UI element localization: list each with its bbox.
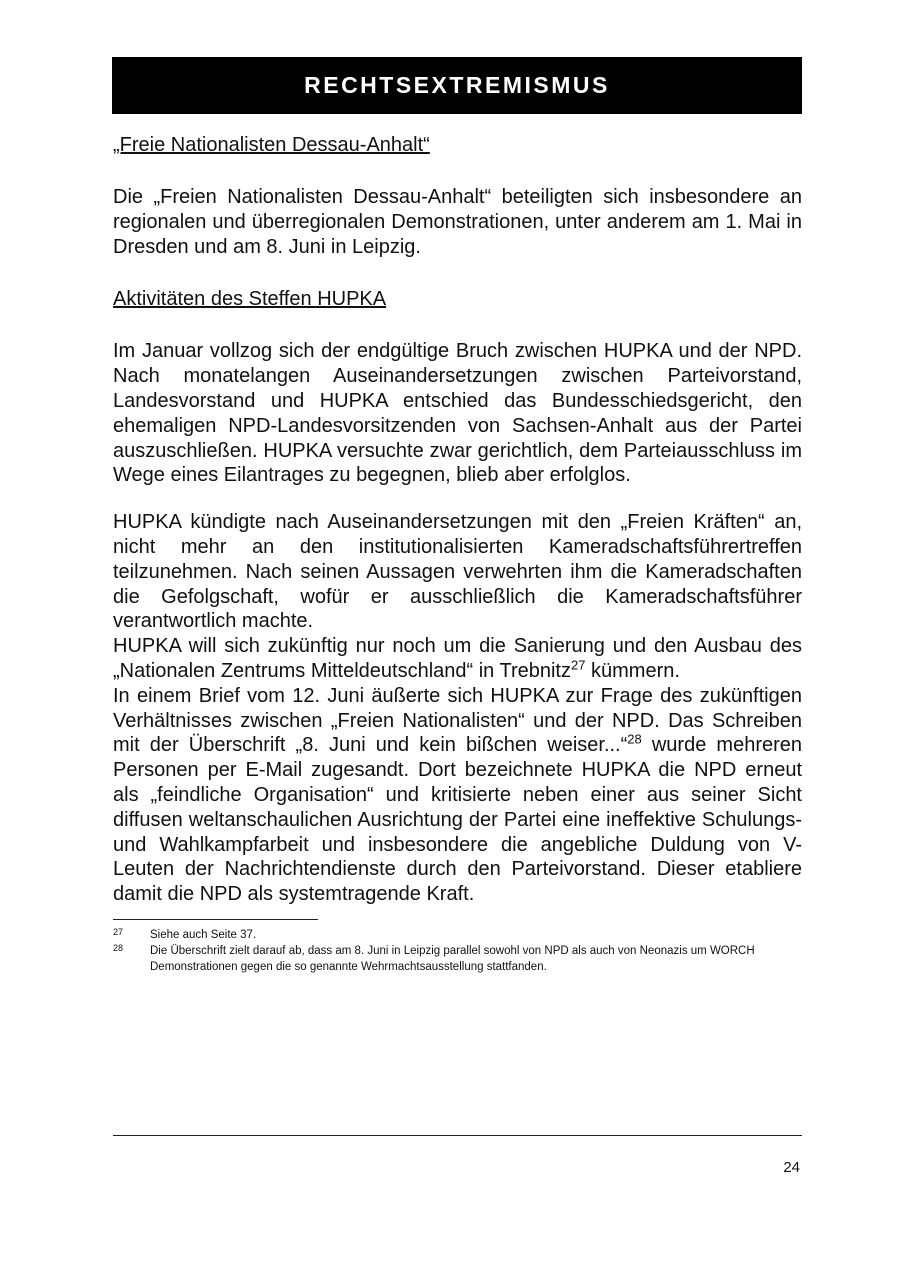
banner-title: RECHTSEXTREMISMUS	[304, 72, 610, 98]
trebnitz-text: HUPKA will sich zukünftig nur noch um die Sanierung und den Ausbau des „Nationalen Zentrums Mitteldeutschland“ in Trebnitz	[113, 635, 802, 682]
footnote-separator	[113, 919, 318, 920]
paragraph-bruch-npd: Im Januar vollzog sich der endgültige Bruch zwischen HUPKA und der NPD. Nach monatelangen Auseinandersetzungen zwischen Parteivorstand, Landesvorstand und HUPKA entschied das Bundesschiedsgericht, den ehemaligen NPD-Landesvorsitzenden von Sachsen-Anhalt aus der Partei auszuschließen. HUPKA versuchte zwar gerichtlich, dem Parteiausschluss im Wege eines Eilantrages zu begegnen, blieb aber erfolglos.	[113, 340, 802, 487]
paragraph-trebnitz	[113, 634, 802, 684]
trebnitz-end: kümmern.	[585, 659, 680, 682]
brief-text-a: In einem Brief vom 12. Juni äußerte sich HUPKA zur Frage des zukünftigen Verhältnisses zwischen „Freien Nationalisten“ und der NPD. Das Schreiben mit der Überschrift „8. Juni und kein bißchen weiser...“	[113, 684, 802, 757]
footnote-ref-28[interactable]: 28	[627, 731, 642, 747]
heading-freie-nationalisten: „Freie Nationalisten Dessau-Anhalt“	[113, 134, 430, 156]
document-body	[113, 133, 802, 975]
footnote-ref-27[interactable]: 27	[571, 657, 586, 673]
footnote-item	[113, 927, 802, 943]
heading-aktivitaeten-hupka: Aktivitäten des Steffen HUPKA	[113, 288, 387, 311]
footnote-item	[113, 943, 802, 975]
paragraph-brief	[113, 684, 802, 907]
page-number: 24	[783, 1159, 800, 1176]
paragraph-freie-nationalisten: Die „Freien Nationalisten Dessau-Anhalt“ beteiligten sich insbesondere an regionalen und überregionalen Demonstrationen, unter anderem am 1. Mai in Dresden und am 8. Juni in Leipzig.	[113, 186, 802, 258]
footnote-number: 28	[113, 942, 124, 953]
footnote-text: Siehe auch Seite 37.	[150, 928, 257, 941]
footnotes	[113, 927, 802, 975]
page-footer-rule	[113, 1135, 802, 1136]
footnote-number: 27	[113, 926, 124, 937]
paragraph-kameradschaften: HUPKA kündigte nach Auseinandersetzungen mit den „Freien Kräften“ an, nicht mehr an den institutionalisierten Kameradschaftsführertreffen teilzunehmen. Nach seinen Aussagen verwehrten ihm die Kameradschaften die Gefolgschaft, wofür er ausschließlich die Kameradschaftsführer verantwortlich machte.	[113, 511, 802, 633]
section-banner	[112, 57, 802, 114]
footnote-text: Die Überschrift zielt darauf ab, dass am 8. Juni in Leipzig parallel sowohl von NPD als auch von Neonazis um WORCH Demonstrationen gegen die so genannte Wehrmachtsausstellung stattfanden.	[150, 944, 755, 973]
brief-text-b: wurde mehreren Personen per E-Mail zugesandt. Dort bezeichnete HUPKA die NPD erneut als „feindliche Organisation“ und kritisierte neben einer aus seiner Sicht diffusen weltanschaulichen Ausrichtung der Partei eine ineffektive Schulungs- und Wahlkampfarbeit und insbesondere die angebliche Duldung von V-Leuten der Nachrichtendienste durch den Parteivorstand. Dieser etabliere damit die NPD als systemtragende Kraft.	[113, 734, 803, 906]
